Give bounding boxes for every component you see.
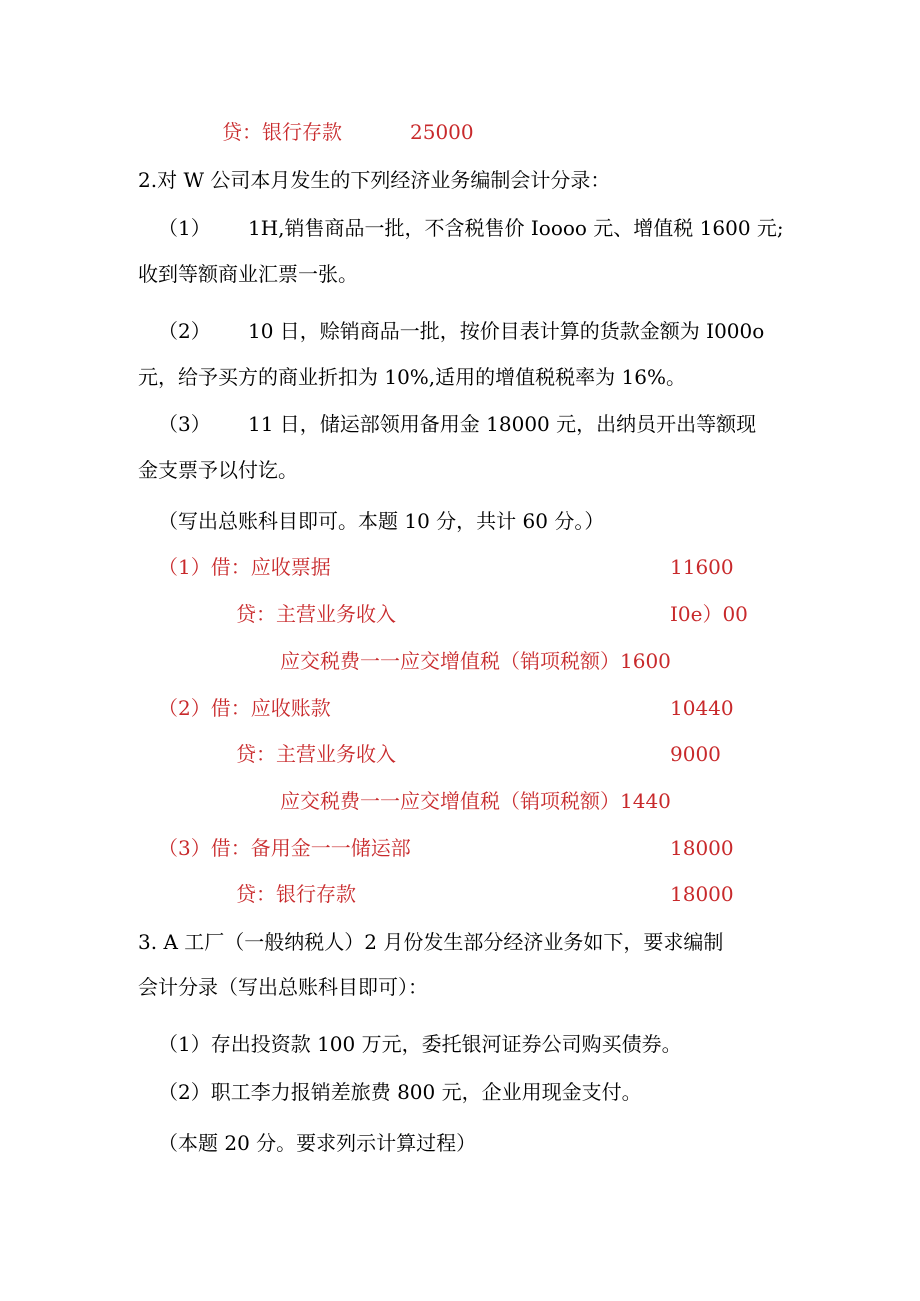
answer-1-credit-amount: I0e）00 (670, 602, 748, 626)
q2-note: （写出总账科目即可。本题 10 分，共计 60 分。） (158, 509, 605, 533)
answer-3-debit: （3）借：备用金一一储运部 (158, 836, 411, 860)
answer-2-debit: （2）借：应收账款 (158, 696, 331, 720)
q2-item-2-continuation: 元，给予买方的商业折扣为 10%,适用的增值税税率为 16%。 (138, 365, 686, 389)
q3-title-line-2: 会计分录（写出总账科目即可）： (138, 975, 428, 999)
answer-3-debit-amount: 18000 (670, 836, 734, 860)
q2-item-1-continuation: 收到等额商业汇票一张。 (138, 262, 358, 286)
answer-2-credit: 贷：主营业务收入 (236, 742, 396, 766)
answer-2-tax-line: 应交税费一一应交增值税（销项税额）1440 (280, 789, 671, 813)
q2-title: 2.对 W 公司本月发生的下列经济业务编制会计分录： (138, 168, 611, 192)
answer-2-credit-amount: 9000 (670, 742, 721, 766)
top-credit-amount: 25000 (410, 120, 474, 144)
q2-item-3-text: 11 日，储运部领用备用金 18000 元，出纳员开出等额现 (248, 412, 757, 436)
answer-1-credit: 贷：主营业务收入 (236, 602, 396, 626)
answer-1-debit-amount: 11600 (670, 555, 734, 579)
q2-item-2-number: （2） (158, 319, 211, 343)
answer-3-credit: 贷：银行存款 (236, 882, 356, 906)
answer-1-debit: （1）借：应收票据 (158, 555, 331, 579)
answer-1-tax-line: 应交税费一一应交增值税（销项税额）1600 (280, 649, 671, 673)
q2-item-3-continuation: 金支票予以付讫。 (138, 458, 298, 482)
q2-item-3-number: （3） (158, 412, 211, 436)
q2-item-2-text: 10 日，赊销商品一批，按价目表计算的货款金额为 I000o (248, 319, 765, 343)
answer-3-credit-amount: 18000 (670, 882, 734, 906)
q2-item-1-text: 1H,销售商品一批，不含税售价 Ioooo 元、增值税 1600 元; (248, 216, 784, 240)
q2-item-1-number: （1） (158, 216, 211, 240)
top-credit-label: 贷：银行存款 (222, 120, 342, 144)
q3-item-2: （2）职工李力报销差旅费 800 元，企业用现金支付。 (158, 1080, 642, 1104)
q3-note: （本题 20 分。要求列示计算过程） (158, 1131, 477, 1155)
q3-title-line-1: 3. A 工厂（一般纳税人）2 月份发生部分经济业务如下，要求编制 (138, 930, 724, 954)
answer-2-debit-amount: 10440 (670, 696, 734, 720)
q3-item-1: （1）存出投资款 100 万元，委托银河证券公司购买债券。 (158, 1032, 682, 1056)
